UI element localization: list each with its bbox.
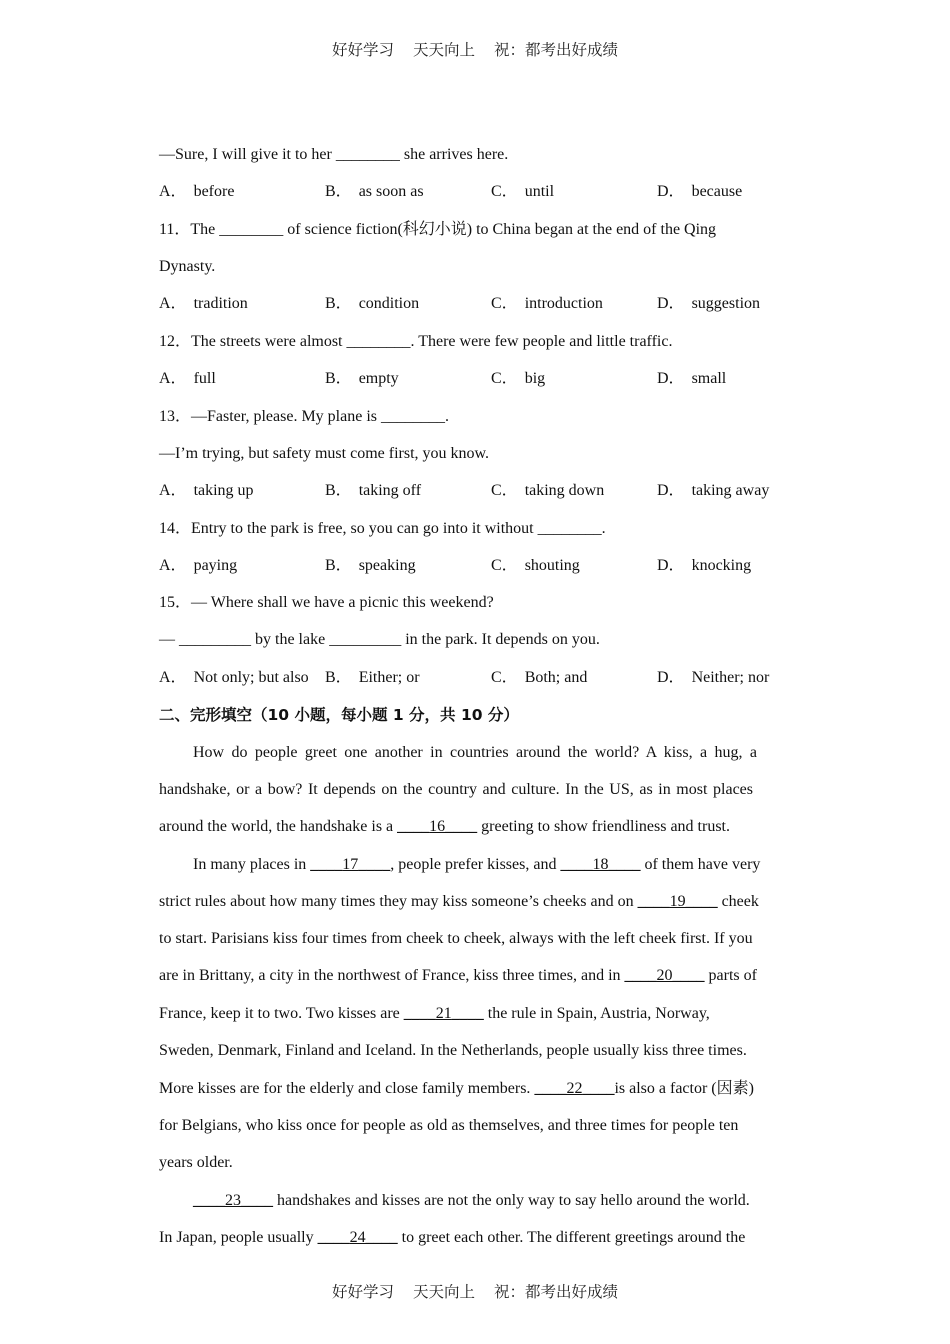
passage-line: How do people greet one another in countries around the world? A kiss, a hug, a [193,744,757,761]
cloze-blank-18[interactable]: ____18____ [560,856,641,873]
q12-option-b: B． empty [325,370,399,387]
q13-option-c: C． taking down [491,482,605,499]
page-header [0,38,950,60]
passage-line: around the world, the handshake is a ____16____ greeting to show friendliness and trust. [159,818,730,835]
page-footer [0,1280,950,1302]
cloze-blank-17[interactable]: ____17____ [310,856,391,873]
cloze-blank-24[interactable]: ____24____ [317,1229,398,1246]
footer-text-3: 祝：都考出好成绩 [493,1283,618,1301]
q10-option-b: B． as soon as [325,183,424,200]
passage-line: for Belgians, who kiss once for people as old as themselves, and three times for people ten [159,1117,739,1134]
q12-option-d: D． small [657,370,727,387]
q13-option-b: B． taking off [325,482,422,499]
q11-option-b: B． condition [325,295,420,312]
q15-option-b: B． Either; or [325,669,420,686]
q15-option-d: D． Neither; nor [657,669,770,686]
passage-line: Sweden, Denmark, Finland and Iceland. In the Netherlands, people usually kiss three times. [159,1042,747,1059]
q14-option-b: B． speaking [325,557,416,574]
passage-line: strict rules about how many times they may kiss someone’s cheeks and on ____19____ cheek [159,893,759,910]
q14-option-d: D． knocking [657,557,752,574]
q14-option-a: A． paying [159,557,238,574]
q10-option-a: A． before [159,183,235,200]
footer-text-2: 天天向上 [412,1283,475,1301]
passage-line: ____23____ handshakes and kisses are not the only way to say hello around the world. [193,1192,750,1209]
passage-line: years older. [159,1154,233,1171]
passage-line: France, keep it to two. Two kisses are ____21____ the rule in Spain, Austria, Norway, [159,1005,710,1022]
passage-line: In many places in ____17____, people prefer kisses, and ____18____ of them have very [193,856,761,873]
q11-option-c: C． introduction [491,295,603,312]
q15-stem-line2: — _________ by the lake _________ in the park. It depends on you. [159,631,600,648]
passage-line: More kisses are for the elderly and close family members. ____22____is also a factor (因素) [159,1080,754,1097]
q11-option-a: A． tradition [159,295,248,312]
q11-option-d: D． suggestion [657,295,761,312]
q10-option-c: C． until [491,183,555,200]
passage-line: are in Brittany, a city in the northwest of France, kiss three times, and in ____20____ parts of [159,967,757,984]
q13-stem-line2: —I’m trying, but safety must come first, you know. [159,445,490,462]
q12-stem: 12．The streets were almost ________. There were few people and little traffic. [159,333,673,350]
header-text-3: 祝：都考出好成绩 [493,41,618,59]
cloze-blank-21[interactable]: ____21____ [403,1005,484,1022]
q14-stem: 14．Entry to the park is free, so you can go into it without ________. [159,520,606,537]
passage-line: to start. Parisians kiss four times from cheek to cheek, always with the left cheek first. If you [159,930,753,947]
q11-stem-line2: Dynasty. [159,258,216,275]
q14-option-c: C． shouting [491,557,580,574]
header-text-2: 天天向上 [412,41,475,59]
q15-option-c: C． Both; and [491,669,588,686]
q13-stem-line1: 13．—Faster, please. My plane is ________. [159,408,449,425]
cloze-blank-20[interactable]: ____20____ [624,967,705,984]
q15-option-a: A． Not only; but also [159,669,309,686]
q10-option-d: D． because [657,183,743,200]
header-text-1: 好好学习 [332,41,395,59]
footer-text-1: 好好学习 [332,1283,395,1301]
cloze-blank-22[interactable]: ____22____ [534,1080,615,1097]
q13-option-d: D． taking away [657,482,770,499]
passage-line: In Japan, people usually ____24____ to greet each other. The different greetings around the [159,1229,746,1246]
cloze-blank-19[interactable]: ____19____ [637,893,718,910]
q11-stem-line1: 11．The ________ of science fiction(科幻小说) to China began at the end of the Qing [159,221,717,238]
cloze-blank-23[interactable]: ____23____ [193,1192,273,1209]
cloze-blank-16[interactable]: ____16____ [397,818,478,835]
q15-stem-line1: 15．— Where shall we have a picnic this weekend? [159,594,494,611]
q13-option-a: A． taking up [159,482,254,499]
q12-option-c: C． big [491,370,546,387]
passage-line: handshake, or a bow? It depends on the country and culture. In the US, as in most places [159,781,753,798]
q12-option-a: A． full [159,370,216,387]
q10-answer-line: —Sure, I will give it to her ________ she arrives here. [159,146,509,163]
section-heading-cloze: 二、完形填空（10 小题，每小题 1 分，共 10 分） [159,706,519,724]
